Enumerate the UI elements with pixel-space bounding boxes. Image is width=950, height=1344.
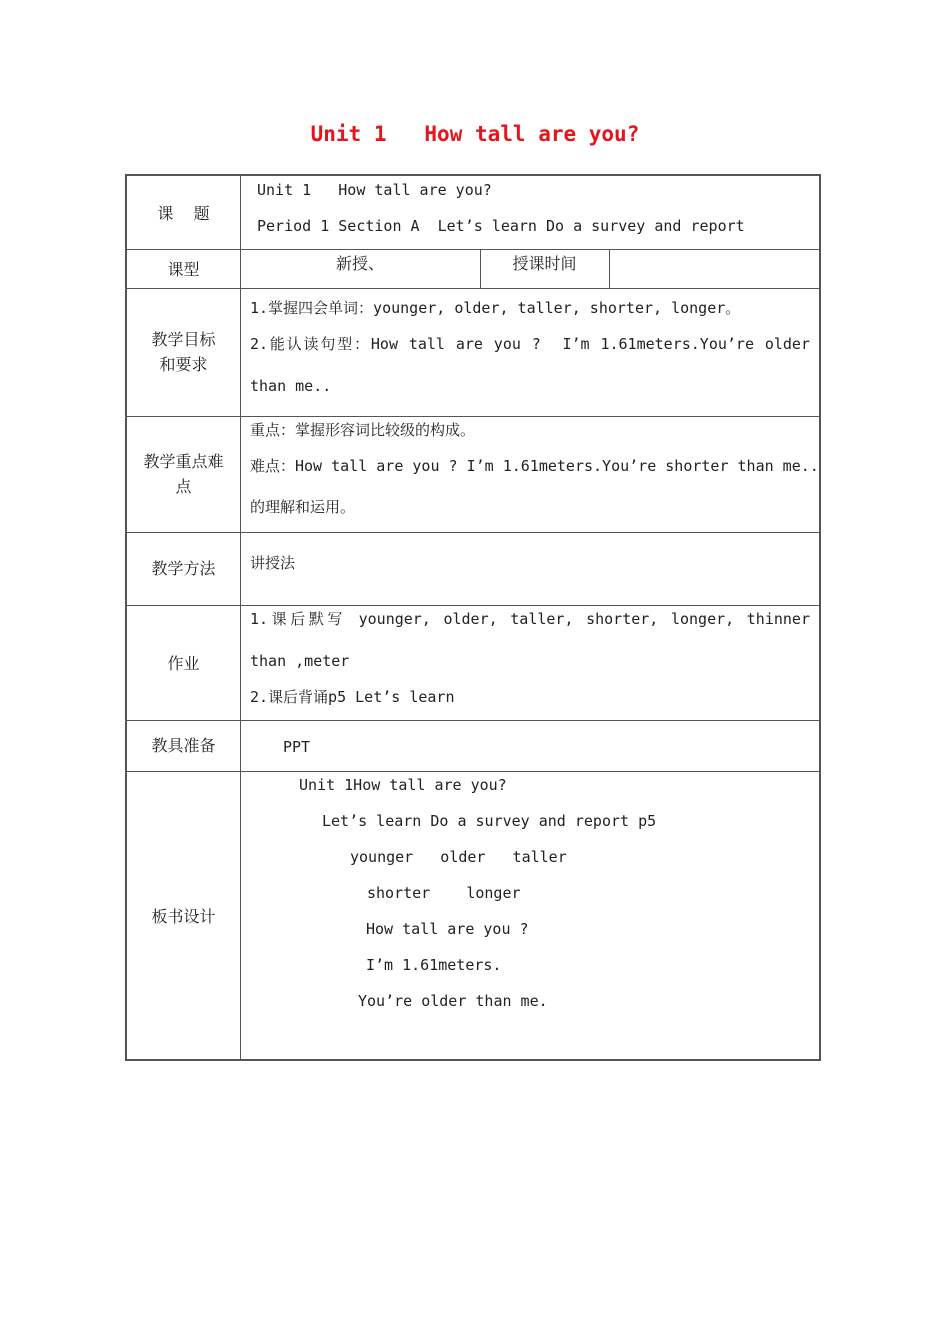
tools-label: 教具准备 (151, 736, 216, 755)
board-line: How tall are you ? (366, 920, 529, 938)
topic-label: 课 题 (157, 204, 210, 223)
objectives-label-1: 教学目标 (151, 330, 216, 349)
time-label: 授课时间 (512, 254, 577, 273)
row-divider (127, 605, 819, 606)
topic-line-1: Unit 1 How tall are you? (257, 181, 492, 199)
keypoints-label-1: 教学重点难 (143, 452, 224, 471)
row-divider (127, 416, 819, 417)
row-divider (127, 249, 819, 250)
board-line: You’re older than me. (358, 992, 548, 1010)
board-line: I’m 1.61meters. (366, 956, 502, 974)
objectives-label-2: 和要求 (159, 355, 208, 374)
homework-line-3: 2.课后背诵p5 Let’s learn (250, 688, 455, 706)
objectives-line-1: 1.掌握四会单词：younger, older, taller, shorter, longer。 (250, 299, 741, 317)
keypoints-line-3: 的理解和运用。 (250, 498, 356, 516)
homework-label: 作业 (167, 654, 200, 673)
topic-line-2: Period 1 Section A Let’s learn Do a survey and report (257, 217, 745, 235)
row-divider (127, 720, 819, 721)
objectives-line-2: 2.能认读句型：How tall are you ? I’m 1.61meters.You’re older (250, 335, 810, 353)
board-line: Unit 1How tall are you? (299, 776, 507, 794)
keypoints-label-2: 点 (175, 477, 192, 496)
method-value: 讲授法 (250, 554, 296, 572)
column-divider (609, 249, 610, 288)
column-divider (240, 176, 241, 1059)
type-value: 新授、 (335, 254, 384, 273)
method-label: 教学方法 (151, 559, 216, 578)
board-label: 板书设计 (151, 907, 216, 926)
row-divider (127, 771, 819, 772)
board-line: younger older taller (350, 848, 567, 866)
keypoints-line-1: 重点：掌握形容词比较级的构成。 (250, 421, 476, 439)
homework-line-1: 1.课后默写 younger, older, taller, shorter, longer, thinner (250, 610, 810, 628)
homework-line-2: than ,meter (250, 652, 350, 670)
type-label: 课型 (167, 260, 200, 279)
keypoints-line-2: 难点：How tall are you ? I’m 1.61meters.You’re shorter than me.. (250, 457, 819, 475)
page-title: Unit 1 How tall are you? (310, 122, 640, 146)
row-divider (127, 532, 819, 533)
tools-value: PPT (283, 738, 311, 756)
objectives-line-3: than me.. (250, 377, 332, 395)
row-divider (127, 288, 819, 289)
board-line: shorter longer (367, 884, 521, 902)
board-line: Let’s learn Do a survey and report p5 (322, 812, 657, 830)
